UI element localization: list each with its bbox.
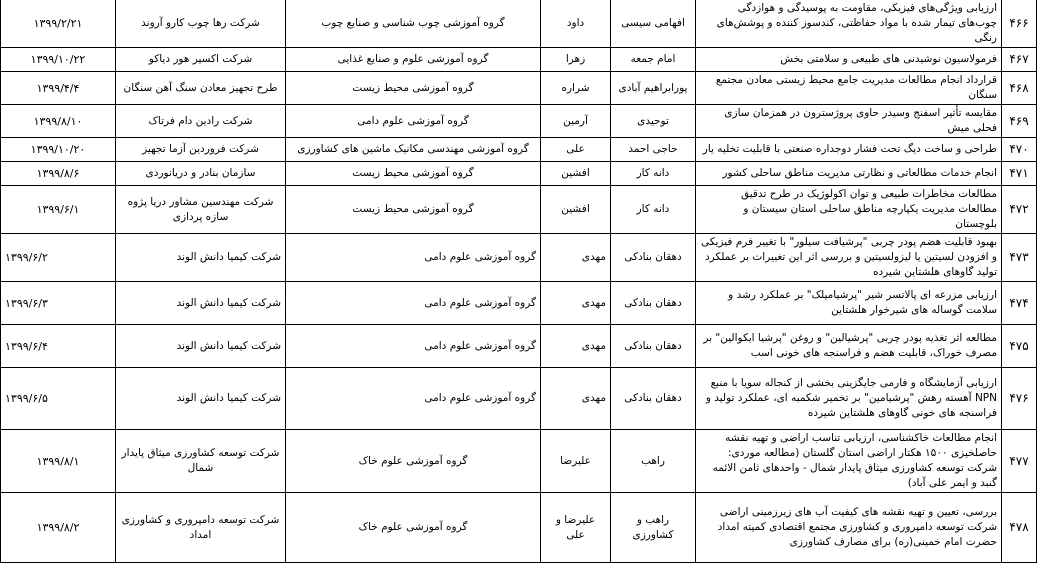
contract-date: ۱۳۹۹/۶/۵ — [1, 368, 116, 430]
table-row — [1, 368, 1037, 430]
table-row — [1, 0, 1037, 48]
project-title: مطالعات مخاطرات طبیعی و توان اکولوژیک در طرح تدقیق مطالعات مدیریت یکپارچه مناطق ساحلی استان سیستان و بلوچستان — [696, 186, 1002, 234]
researcher-last-name: دانه کار — [611, 186, 696, 234]
contract-date: ۱۳۹۹/۸/۲ — [1, 493, 116, 563]
project-title: انجام خدمات مطالعاتی و نظارتی مدیریت مناطق ساحلی کشور — [696, 162, 1002, 186]
department: گروه آموزشی محیط زیست — [286, 186, 541, 234]
contract-date: ۱۳۹۹/۸/۶ — [1, 162, 116, 186]
contract-date: ۱۳۹۹/۱۰/۲۲ — [1, 48, 116, 72]
department: گروه آموزشی علوم و صنایع غذایی — [286, 48, 541, 72]
contract-date: ۱۳۹۹/۸/۱۰ — [1, 105, 116, 138]
project-title: بهبود قابلیت هضم پودر چربی "پرشیافت سیلور" با تغییر فرم فیزیکی و افزودن لسیتین یا لیزولسیتین و بررسی اثر این تغییرات بر عملکرد تولید گاوهای هلشتاین شیرده — [696, 234, 1002, 282]
project-title: فرمولاسیون نوشیدنی های طبیعی و سلامتی بخش — [696, 48, 1002, 72]
project-title: ارزیابی ویژگی‌های فیزیکی، مقاومت به پوسیدگی و هوازدگی چوب‌های تیمار شده با مواد حفاظتی، کندسوز کننده و پوشش‌های رنگی — [696, 0, 1002, 48]
client-company: سازمان بنادر و دریانوردی — [116, 162, 286, 186]
row-number: ۴۷۶ — [1002, 368, 1037, 430]
row-number: ۴۶۹ — [1002, 105, 1037, 138]
researcher-last-name: پورابراهیم آبادی — [611, 72, 696, 105]
project-title: ارزیابی آزمایشگاه و فارمی جایگزینی بخشی از کنجاله سویا با منبع NPN آهسته رهش "پرشیامین" بر تخمیر شکمبه ای، عملکرد تولید و فراسنجه های خونی گاوهای هلشتاین شیرده — [696, 368, 1002, 430]
researcher-first-name: علیرضا و علی — [541, 493, 611, 563]
researcher-first-name: مهدی — [541, 234, 611, 282]
researcher-last-name: دهقان بنادکی — [611, 325, 696, 368]
department: گروه آموزشی علوم دامی — [286, 282, 541, 325]
table-row — [1, 282, 1037, 325]
client-company: شرکت کیمیا دانش الوند — [116, 234, 286, 282]
project-title: قرارداد انجام مطالعات مدیریت جامع محیط زیستی معادن مجتمع سنگان — [696, 72, 1002, 105]
table-row — [1, 186, 1037, 234]
researcher-first-name: آرمین — [541, 105, 611, 138]
researcher-last-name: توحیدی — [611, 105, 696, 138]
client-company: شرکت توسعه دامپروری و کشاورزی امداد — [116, 493, 286, 563]
researcher-first-name: داود — [541, 0, 611, 48]
contract-date: ۱۳۹۹/۲/۲۱ — [1, 0, 116, 48]
researcher-last-name: راهب و کشاورزی — [611, 493, 696, 563]
row-number: ۴۷۰ — [1002, 138, 1037, 162]
department: گروه آموزشی مهندسی مکانیک ماشین های کشاورزی — [286, 138, 541, 162]
researcher-last-name: دهقان بنادکی — [611, 234, 696, 282]
row-number: ۴۷۵ — [1002, 325, 1037, 368]
row-number: ۴۷۳ — [1002, 234, 1037, 282]
researcher-last-name: راهب — [611, 430, 696, 493]
project-title: ارزیابی مزرعه ای پالاتسر شیر "پرشیامیلک" بر عملکرد رشد و سلامت گوساله های شیرخوار هلشتاین — [696, 282, 1002, 325]
table-row — [1, 493, 1037, 563]
researcher-last-name: دهقان بنادکی — [611, 282, 696, 325]
researcher-first-name: مهدی — [541, 325, 611, 368]
row-number: ۴۷۱ — [1002, 162, 1037, 186]
row-number: ۴۷۷ — [1002, 430, 1037, 493]
researcher-last-name: دهقان بنادکی — [611, 368, 696, 430]
client-company: شرکت اکسیر هور دیاکو — [116, 48, 286, 72]
project-title: مطالعه اثر تغذیه پودر چربی "پرشیالین" و روغن "پرشیا ایکوالین" بر مصرف خوراک، قابلیت هضم و فراسنجه های خونی اسب — [696, 325, 1002, 368]
project-title: مقایسه تأثیر اسفنج وسیدر حاوی پروژسترون در همزمان سازی فحلی میش — [696, 105, 1002, 138]
department: گروه آموزشی علوم دامی — [286, 368, 541, 430]
table-row — [1, 325, 1037, 368]
contract-date: ۱۳۹۹/۸/۱ — [1, 430, 116, 493]
researcher-first-name: افشین — [541, 162, 611, 186]
researcher-last-name: حاجی احمد — [611, 138, 696, 162]
row-number: ۴۶۸ — [1002, 72, 1037, 105]
researcher-first-name: مهدی — [541, 368, 611, 430]
table-row — [1, 138, 1037, 162]
contract-date: ۱۳۹۹/۱۰/۲۰ — [1, 138, 116, 162]
client-company: شرکت فروردین آزما تجهیز — [116, 138, 286, 162]
department: گروه آموزشی چوب شناسی و صنایع چوب — [286, 0, 541, 48]
client-company: شرکت رادین دام فرتاک — [116, 105, 286, 138]
client-company: شرکت مهندسین مشاور دریا پژوه سازه پردازی — [116, 186, 286, 234]
department: گروه آموزشی علوم خاک — [286, 493, 541, 563]
contract-date: ۱۳۹۹/۶/۱ — [1, 186, 116, 234]
department: گروه آموزشی علوم دامی — [286, 105, 541, 138]
project-title: انجام مطالعات خاکشناسی، ارزیابی تناسب اراضی و تهیه نقشه حاصلخیزی ۱۵۰۰ هکتار اراضی استان گلستان (مطالعه موردی: شرکت توسعه کشاورزی میثاق پایدار شمال - واحدهای ثامن الائمه گنبد و ایمر علی آباد) — [696, 430, 1002, 493]
contract-date: ۱۳۹۹/۶/۴ — [1, 325, 116, 368]
row-number: ۴۶۶ — [1002, 0, 1037, 48]
researcher-last-name: دانه کار — [611, 162, 696, 186]
table-row — [1, 162, 1037, 186]
table-row — [1, 48, 1037, 72]
researcher-first-name: مهدی — [541, 282, 611, 325]
table-row — [1, 105, 1037, 138]
row-number: ۴۶۷ — [1002, 48, 1037, 72]
client-company: شرکت کیمیا دانش الوند — [116, 282, 286, 325]
row-number: ۴۷۲ — [1002, 186, 1037, 234]
department: گروه آموزشی علوم خاک — [286, 430, 541, 493]
client-company: شرکت رها چوب کارو آروند — [116, 0, 286, 48]
researcher-last-name: افهامی سیسی — [611, 0, 696, 48]
client-company: شرکت کیمیا دانش الوند — [116, 368, 286, 430]
client-company: شرکت کیمیا دانش الوند — [116, 325, 286, 368]
researcher-first-name: زهرا — [541, 48, 611, 72]
contract-date: ۱۳۹۹/۶/۳ — [1, 282, 116, 325]
department: گروه آموزشی محیط زیست — [286, 162, 541, 186]
project-title: بررسی، تعیین و تهیه نقشه های کیفیت آب های زیرزمینی اراضی شرکت توسعه دامپروری و کشاورزی مجتمع اقتصادی کمیته امداد حضرت امام خمینی(ره) برای مصارف کشاورزی — [696, 493, 1002, 563]
department: گروه آموزشی محیط زیست — [286, 72, 541, 105]
client-company: طرح تجهیز معادن سنگ آهن سنگان — [116, 72, 286, 105]
department: گروه آموزشی علوم دامی — [286, 234, 541, 282]
department: گروه آموزشی علوم دامی — [286, 325, 541, 368]
client-company: شرکت توسعه کشاورزی میثاق پایدار شمال — [116, 430, 286, 493]
researcher-first-name: شراره — [541, 72, 611, 105]
researcher-last-name: امام جمعه — [611, 48, 696, 72]
contract-date: ۱۳۹۹/۴/۴ — [1, 72, 116, 105]
contract-date: ۱۳۹۹/۶/۲ — [1, 234, 116, 282]
row-number: ۴۷۴ — [1002, 282, 1037, 325]
researcher-first-name: افشین — [541, 186, 611, 234]
researcher-first-name: علیرضا — [541, 430, 611, 493]
researcher-first-name: علی — [541, 138, 611, 162]
row-number: ۴۷۸ — [1002, 493, 1037, 563]
project-title: طراحی و ساخت دیگ تحت فشار دوجداره صنعتی با قابلیت تخلیه یار — [696, 138, 1002, 162]
table-row — [1, 72, 1037, 105]
table-row — [1, 430, 1037, 493]
table-row — [1, 234, 1037, 282]
